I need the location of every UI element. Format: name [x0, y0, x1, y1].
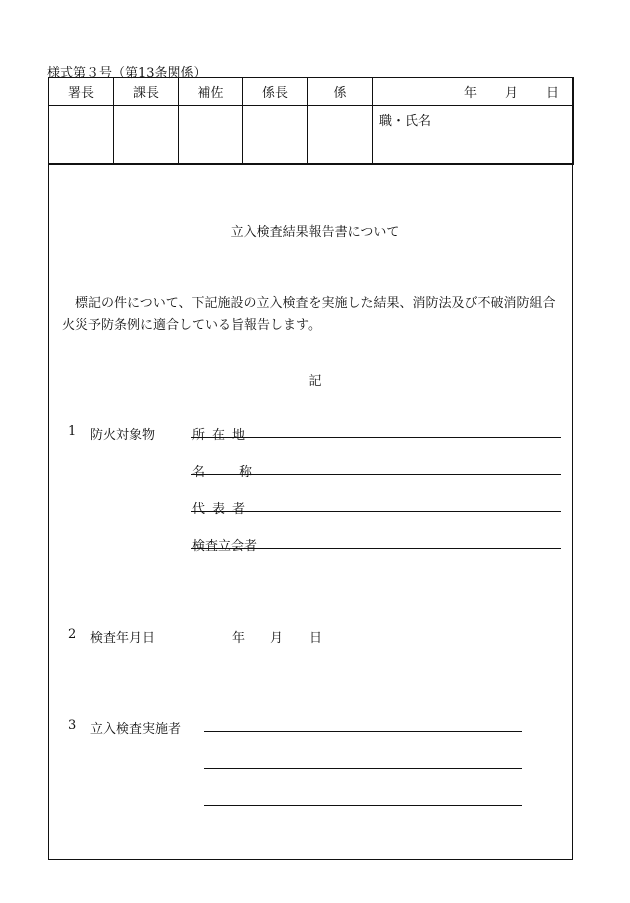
inspection-month: 月 [270, 631, 284, 646]
stamp-box-kakaricho[interactable] [243, 106, 308, 165]
header-shocho: 署長 [49, 78, 114, 106]
form-number: 様式第３号（第13条関係） [47, 66, 207, 81]
inspection-year: 年 [232, 631, 246, 646]
header-kakaricho: 係長 [243, 78, 308, 106]
approval-date [373, 78, 574, 106]
field-witness-line[interactable] [191, 548, 561, 549]
inspector-line-1[interactable] [204, 731, 522, 732]
name-cell[interactable] [373, 106, 574, 165]
field-witness-label: 検査立会者 [192, 539, 258, 554]
document-title: 立入検査結果報告書について [230, 225, 400, 240]
section3-number: 3 [68, 718, 77, 733]
field-name-line[interactable] [191, 474, 561, 475]
stamp-box-hosa[interactable] [179, 106, 243, 165]
header-hosa: 補佐 [179, 78, 243, 106]
date-day: 日 [545, 86, 559, 101]
ki-marker: 記 [308, 374, 322, 389]
stamp-box-shocho[interactable] [49, 106, 114, 165]
section1-heading: 防火対象物 [90, 428, 156, 443]
section3-heading: 立入検査実施者 [90, 722, 182, 737]
field-representative-line[interactable] [191, 511, 561, 512]
header-kacho: 課長 [114, 78, 179, 106]
date-month: 月 [504, 86, 518, 101]
field-representative-label: 代表者 [192, 502, 253, 517]
field-location-label: 所在地 [192, 428, 253, 443]
section2-number: 2 [68, 627, 77, 642]
inspector-line-2[interactable] [204, 768, 522, 769]
approval-table [48, 77, 574, 165]
stamp-box-kacho[interactable] [114, 106, 179, 165]
inspection-day: 日 [309, 631, 323, 646]
stamp-box-kakari[interactable] [308, 106, 373, 165]
field-name-label: 名称 [192, 465, 287, 480]
section1-number: 1 [68, 424, 77, 439]
section2-heading: 検査年月日 [90, 631, 156, 646]
field-location-line[interactable] [191, 437, 561, 438]
header-kakari: 係 [308, 78, 373, 106]
header-divider [48, 163, 573, 164]
date-year: 年 [463, 86, 477, 101]
inspector-line-3[interactable] [204, 805, 522, 806]
report-body: 標記の件について、下記施設の立入検査を実施した結果、消防法及び不破消防組合火災予防条例に適合している旨報告します。 [62, 296, 556, 333]
name-label: 職・氏名 [379, 114, 432, 129]
document-frame [48, 77, 573, 860]
